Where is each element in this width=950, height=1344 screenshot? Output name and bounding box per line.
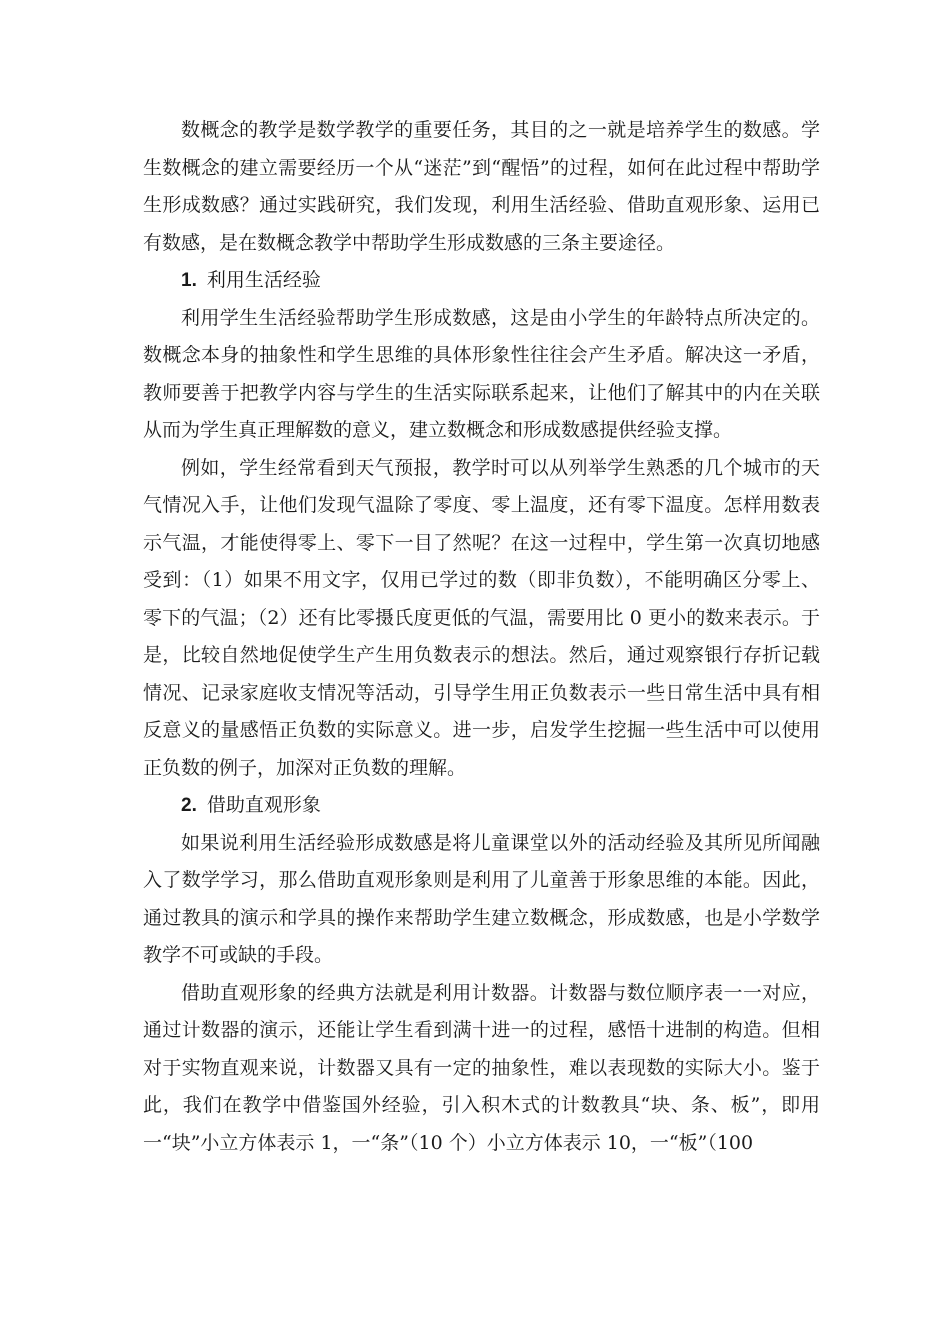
body-paragraph: 利用学生生活经验帮助学生形成数感，这是由小学生的年龄特点所决定的。数概念本身的抽象性和学生思维的具体形象性往往会产生矛盾。解决这一矛盾，教师要善于把教学内容与学生的生活实际联系起来，让他们了解其中的内在关联从而为学生真正理解数的意义，建立数概念和形成数感提供经验支撑。 [143, 306, 820, 441]
section-heading-1 [143, 262, 820, 300]
body-paragraph: 例如，学生经常看到天气预报，教学时可以从列举学生熟悉的几个城市的天气情况入手，让他们发现气温除了零度、零上温度，还有零下温度。怎样用数表示气温，才能使得零上、零下一目了然呢？在这一过程中，学生第一次真切地感受到：（1）如果不用文字，仅用已学过的数（即非负数），不能明确区分零上、零下的气温；（2）还有比零摄氏度更低的气温，需要用比 0 更小的数来表示。于是，比较自然地促使学生产生用负数表示的想法。然后，通过观察银行存折记载情况、记录家庭收支情况等活动，引导学生用正负数表示一些日常生活中具有相反意义的量感悟正负数的实际意义。进一步，启发学生挖掘一些生活中可以使用正负数的例子，加深对正负数的理解。 [143, 456, 820, 779]
body-paragraph: 借助直观形象的经典方法就是利用计数器。计数器与数位顺序表一一对应，通过计数器的演示，还能让学生看到满十进一的过程，感悟十进制的构造。但相对于实物直观来说，计数器又具有一定的抽象性，难以表现数的实际大小。鉴于此，我们在教学中借鉴国外经验，引入积木式的计数教具“块、条、板”，即用一“块”小立方体表示 1，一“条”（10 个）小立方体表示 10，一“板”（100 [143, 981, 820, 1154]
section-number: 2. [181, 795, 197, 816]
section-title: 借助直观形象 [206, 794, 321, 816]
body-paragraph: 如果说利用生活经验形成数感是将儿童课堂以外的活动经验及其所见所闻融入了数学学习，那么借助直观形象则是利用了儿童善于形象思维的本能。因此，通过教具的演示和学具的操作来帮助学生建立数概念，形成数感，也是小学数学教学不可或缺的手段。 [143, 831, 820, 966]
intro-paragraph: 数概念的教学是数学教学的重要任务，其目的之一就是培养学生的数感。学生数概念的建立需要经历一个从“迷茫”到“醒悟”的过程，如何在此过程中帮助学生形成数感？通过实践研究，我们发现，利用生活经验、借助直观形象、运用已有数感，是在数概念教学中帮助学生形成数感的三条主要途径。 [143, 119, 820, 254]
section-title: 利用生活经验 [206, 269, 321, 291]
section-heading-2 [143, 787, 820, 825]
document-page [143, 112, 820, 1162]
section-number: 1. [181, 270, 197, 291]
